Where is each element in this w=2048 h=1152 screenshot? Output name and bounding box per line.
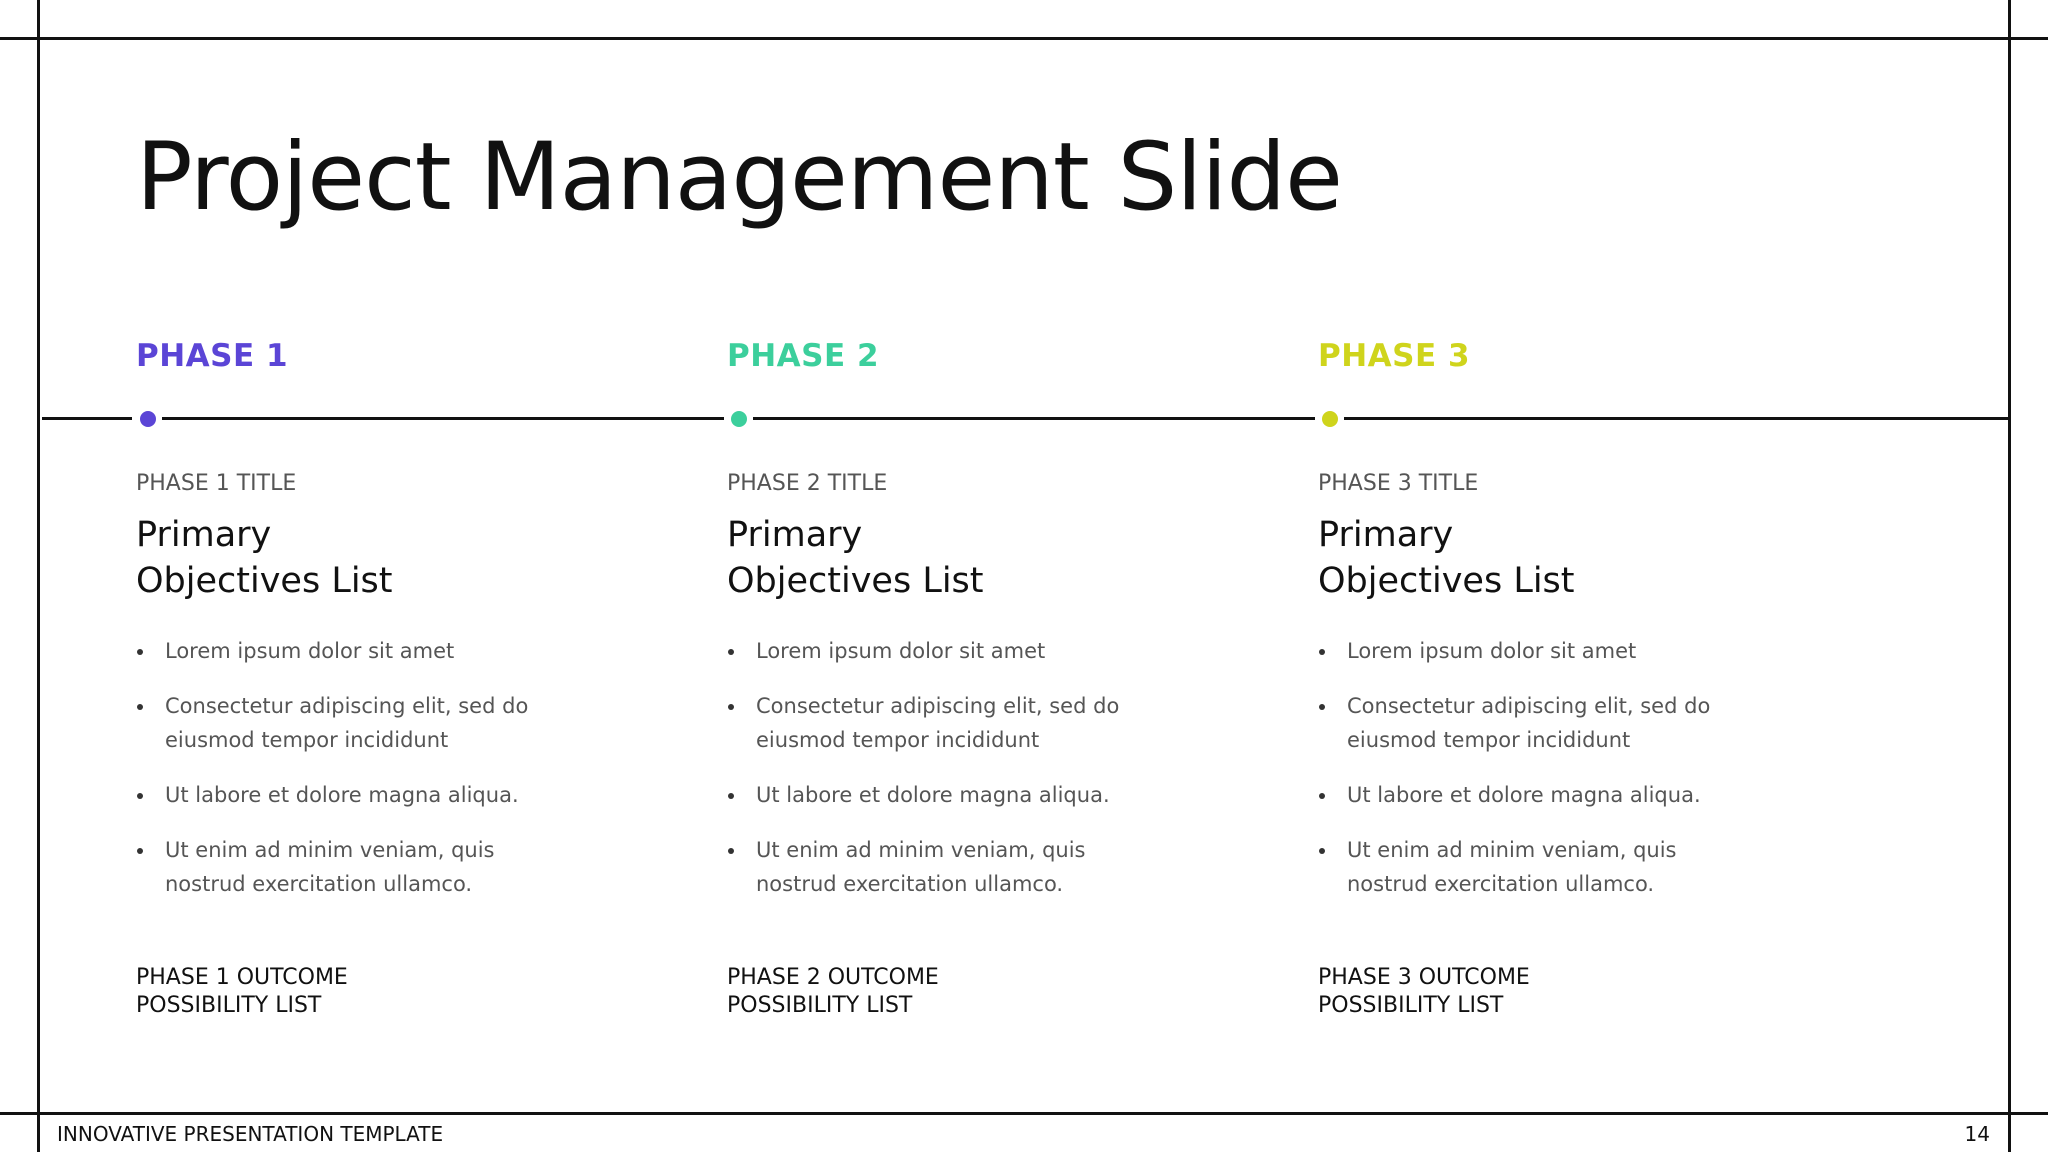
timeline-segment [753, 417, 1315, 420]
list-item: Consectetur adipiscing elit, sed do eiusmod tempor incididunt [727, 689, 1146, 757]
phase-2-heading [727, 512, 1247, 604]
phase-3-outcome [1318, 964, 1838, 1020]
list-item: Consectetur adipiscing elit, sed do eiusmod tempor incididunt [136, 689, 555, 757]
phase-3-outcome-line-2: POSSIBILITY LIST [1318, 993, 1504, 1018]
slide-title: Project Management Slide [136, 123, 1342, 232]
phase-1-timeline-dot [140, 411, 156, 427]
phase-1-subtitle: PHASE 1 TITLE [136, 471, 297, 496]
page-number: 14 [1964, 1122, 1990, 1146]
phase-2-outcome [727, 964, 1247, 1020]
phase-3-label: PHASE 3 [1318, 338, 1471, 374]
footer-template-name: INNOVATIVE PRESENTATION TEMPLATE [57, 1122, 444, 1146]
phase-3-outcome-line-1: PHASE 3 OUTCOME [1318, 965, 1530, 990]
phase-1-outcome [136, 964, 656, 1020]
phase-1-outcome-line-1: PHASE 1 OUTCOME [136, 965, 348, 990]
phase-3-timeline-dot [1322, 411, 1338, 427]
phase-2-bullet-list [727, 634, 1247, 901]
list-item: Ut enim ad minim veniam, quis nostrud exercitation ullamco. [727, 833, 1086, 901]
list-item: Ut labore et dolore magna aliqua. [727, 778, 1176, 812]
phase-3-heading [1318, 512, 1838, 604]
phase-1-outcome-line-2: POSSIBILITY LIST [136, 993, 322, 1018]
phase-2-subtitle: PHASE 2 TITLE [727, 471, 888, 496]
phase-2-heading-line-1: Primary [727, 515, 863, 555]
phase-2-label: PHASE 2 [727, 338, 880, 374]
list-item: Lorem ipsum dolor sit amet [727, 634, 1116, 668]
phase-2-outcome-line-1: PHASE 2 OUTCOME [727, 965, 939, 990]
list-item: Ut labore et dolore magna aliqua. [1318, 778, 1767, 812]
timeline-segment [1344, 417, 2008, 420]
phase-3-heading-line-1: Primary [1318, 515, 1454, 555]
list-item: Consectetur adipiscing elit, sed do eiusmod tempor incididunt [1318, 689, 1737, 757]
list-item: Lorem ipsum dolor sit amet [1318, 634, 1707, 668]
list-item: Lorem ipsum dolor sit amet [136, 634, 525, 668]
list-item: Ut enim ad minim veniam, quis nostrud exercitation ullamco. [1318, 833, 1677, 901]
timeline-segment [42, 417, 132, 420]
phase-1-heading [136, 512, 656, 604]
timeline-segment [162, 417, 724, 420]
phase-2-outcome-line-2: POSSIBILITY LIST [727, 993, 913, 1018]
phase-2-timeline-dot [731, 411, 747, 427]
phase-3-column [1318, 470, 1838, 922]
phase-2-column [727, 470, 1247, 922]
frame-right-line [2008, 0, 2011, 1152]
phase-1-bullet-list [136, 634, 656, 901]
frame-bottom-line [0, 1112, 2048, 1115]
frame-left-line [37, 0, 40, 1152]
phase-1-label: PHASE 1 [136, 338, 289, 374]
list-item: Ut enim ad minim veniam, quis nostrud exercitation ullamco. [136, 833, 495, 901]
phase-3-subtitle: PHASE 3 TITLE [1318, 471, 1479, 496]
phase-1-heading-line-1: Primary [136, 515, 272, 555]
phase-3-heading-line-2: Objectives List [1318, 561, 1575, 601]
phase-2-heading-line-2: Objectives List [727, 561, 984, 601]
phase-1-column [136, 470, 656, 922]
phase-1-heading-line-2: Objectives List [136, 561, 393, 601]
list-item: Ut labore et dolore magna aliqua. [136, 778, 585, 812]
frame-top-line [0, 37, 2048, 40]
phase-3-bullet-list [1318, 634, 1838, 901]
